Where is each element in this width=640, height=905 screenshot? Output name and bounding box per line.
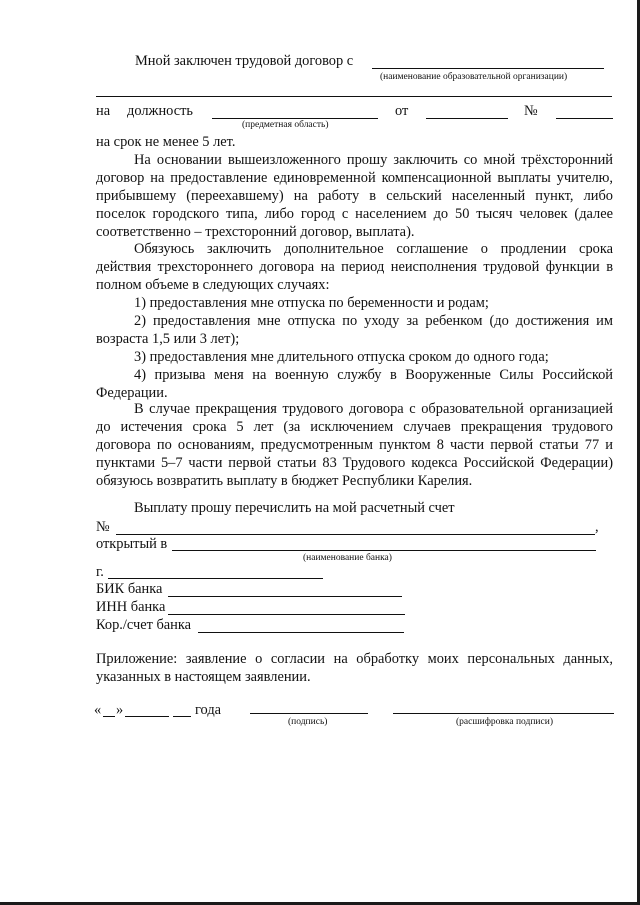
position-label: на (96, 103, 111, 119)
date-from-label: от (395, 103, 409, 119)
opened-in-label: открытый в (96, 536, 168, 552)
contract-number-line[interactable] (556, 118, 613, 119)
date-close-quote: » (116, 702, 124, 718)
day-line[interactable] (103, 716, 115, 717)
signature-decode-line[interactable] (393, 713, 614, 714)
bik-line[interactable] (168, 596, 402, 597)
account-request: Выплату прошу перечислить на мой расчетный счет (134, 500, 455, 516)
subject-caption: (предметная область) (242, 120, 329, 130)
bank-name-line[interactable] (172, 550, 596, 551)
list-item: 3) предоставления мне длительного отпуска сроком до одного года; (134, 349, 549, 365)
year-line[interactable] (173, 716, 191, 717)
city-line[interactable] (108, 578, 323, 579)
org-caption: (наименование образовательной организации) (380, 72, 568, 82)
appendix-text: Приложение: заявление о согласии на обработку моих персональных данных, указанных в настоящем заявлении. (96, 651, 613, 685)
number-sign: № (524, 103, 538, 119)
bik-label: БИК банка (96, 581, 163, 597)
signature-line[interactable] (250, 713, 368, 714)
account-number-line[interactable] (116, 534, 595, 535)
list-item: 4) призыва меня на военную службу в Вооруженные Силы Российской Федерации. (96, 367, 613, 401)
term-text: на срок не менее 5 лет. (96, 134, 236, 150)
list-item: 2) предоставления мне отпуска по уходу за ребенком (до достижения им возраста 1,5 или 3 лет); (96, 313, 613, 347)
list-item: 1) предоставления мне отпуска по беременности и родам; (134, 295, 489, 311)
corr-account-label: Кор./счет банка (96, 617, 192, 633)
year-label: года (195, 702, 222, 718)
contract-prefix: Мной заключен трудовой договор с (135, 53, 354, 69)
position-word: должность (127, 103, 193, 119)
bank-caption: (наименование банка) (303, 553, 392, 563)
org-name-line[interactable] (372, 68, 604, 69)
subject-line[interactable] (212, 118, 378, 119)
city-label: г. (96, 564, 104, 580)
decode-caption: (расшифровка подписи) (456, 717, 553, 727)
paragraph-return: В случае прекращения трудового договора с образовательной организацией до истечения срока 5 лет (за исключением случаев прекращения трудового договора по основаниям, предусмотренным пунктом 8 части первой статьи 77 и пунктами 5–7 части первой статьи 83 Трудового кодекса Российской Федерации) обязуюсь возвратить выплату в бюджет Республики Карелия. (96, 401, 613, 489)
org-name-line-2[interactable] (96, 96, 612, 97)
inn-line[interactable] (168, 614, 405, 615)
inn-label: ИНН банка (96, 599, 166, 615)
signature-caption: (подпись) (288, 717, 328, 727)
corr-account-line[interactable] (198, 632, 404, 633)
paragraph-request: На основании вышеизложенного прошу заключить со мной трёхсторонний договор на предоставление единовременной компенсационной выплаты учителю, прибывшему (переехавшему) на работу в сельский населенный пункт, либо поселок городского типа, либо город с населением до 50 тысяч человек (далее соответственно – трехсторонний договор, выплата). (96, 152, 613, 240)
paragraph-obligation: Обязуюсь заключить дополнительное соглашение о продлении срока действия трехстороннего договора на период неисполнения трудовой функции в полном объеме в следующих случаях: (96, 241, 613, 293)
date-open-quote: « (94, 702, 102, 718)
account-number-label: № (96, 519, 110, 535)
date-line[interactable] (426, 118, 508, 119)
account-comma: , (595, 519, 599, 535)
month-line[interactable] (125, 716, 169, 717)
